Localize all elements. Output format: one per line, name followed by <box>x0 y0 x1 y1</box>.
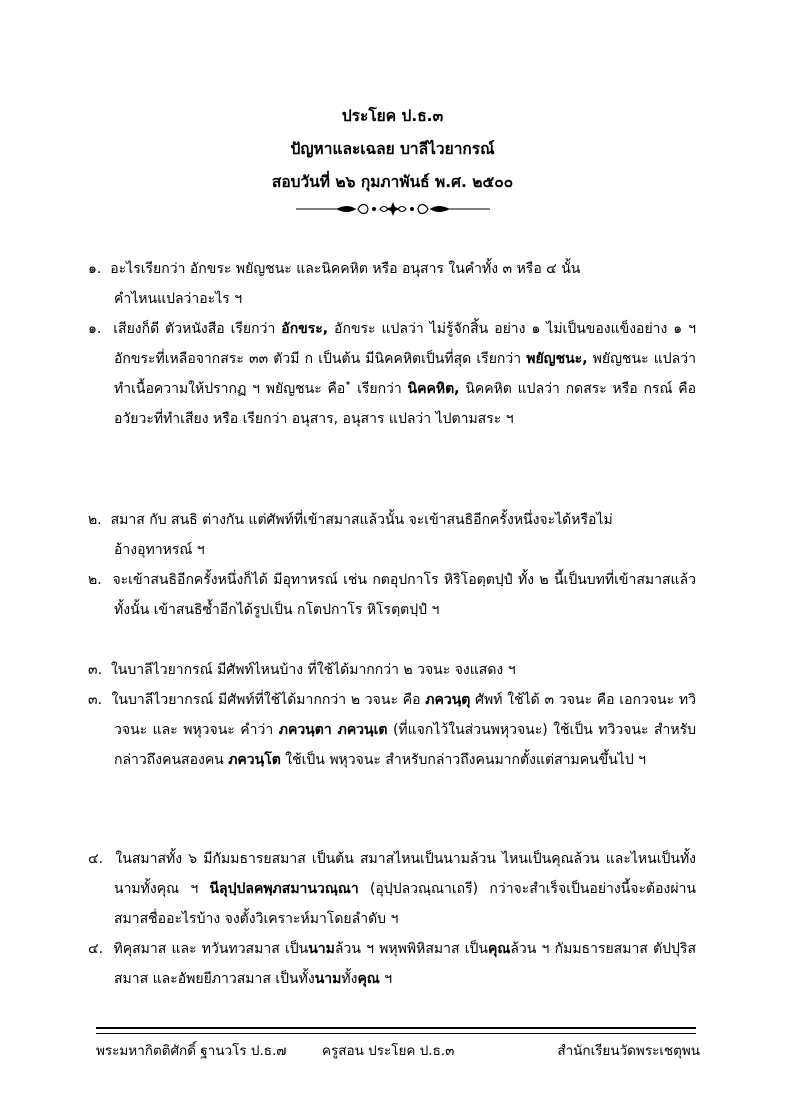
answer-2: ๒. จะเข้าสนธิอีกครั้งหนึ่งก็ได้ มีอุทาหรณ์ เช่น กตอุปกาโร หิริโอตฺตปฺปํ ทั้ง ๒ นี้เป็นบทที่เข้าสมาสแล้วทั้งนั้น เข้าสนธิซ้ำอีกได้รูปเป็น กโตปกาโร หิโรตฺตปฺปํ ฯ <box>88 572 696 618</box>
footer-role: ครูสอน ประโยค ป.ธ.๓ <box>322 1043 455 1059</box>
qa-block-4 <box>88 844 696 994</box>
answer-3: ๓. ในบาลีไวยากรณ์ มีศัพท์ที่ใช้ได้มากกว่า ๒ วจนะ คือ ภควนฺตุ ศัพท์ ใช้ได้ ๓ วจนะ คือ เอกวจนะ ทวิวจนะ และ พหุวจนะ คำว่า ภควนฺตา ภควนฺเต (ที่แจกไว้ในส่วนพหุวจนะ) ใช้เป็น ทวิวจนะ สำหรับกล่าวถึงคนสองคน ภควนฺโต ใช้เป็น พหุวจนะ สำหรับกล่าวถึงคนมากตั้งแต่สามคนขึ้นไป ฯ <box>88 692 696 768</box>
title-line-1: ประโยค ป.ธ.๓ <box>341 107 444 125</box>
document-header <box>0 100 785 199</box>
qa-block-1 <box>88 254 696 434</box>
question-4: ๔. ในสมาสทั้ง ๖ มีกัมมธารยสมาส เป็นต้น สมาสไหนเป็นนามล้วน ไหนเป็นคุณล้วน และไหนเป็นทั้งนามทั้งคุณ ฯ นีลุปฺปลคพฺภสมานวณฺณา (อุปฺปลวณฺณาเถรี) กว่าจะสำเร็จเป็นอย่างนี้จะต้องผ่านสมาสชื่ออะไรบ้าง จงตั้งวิเคราะห์มาโดยลำดับ ฯ <box>88 851 697 927</box>
question-2: ๒. สมาส กับ สนธิ ต่างกัน แต่ศัพท์ที่เข้าสมาสแล้วนั้น จะเข้าสนธิอีกครั้งหนึ่งจะได้หรือไม่ อ้างอุทาหรณ์ ฯ <box>88 512 613 558</box>
question-1: ๑. อะไรเรียกว่า อักขระ พยัญชนะ และนิคคหิต หรือ อนุสาร ในคำทั้ง ๓ หรือ ๔ นั้น คำไหนแปลว่าอะไร ฯ <box>88 261 581 307</box>
title-line-3: สอบวันที่ ๒๖ กุมภาพันธ์ พ.ศ. ๒๕๐๐ <box>271 173 514 191</box>
title-line-2: ปัญหาและเฉลย บาลีไวยากรณ์ <box>290 140 495 158</box>
question-3: ๓. ในบาลีไวยากรณ์ มีศัพท์ไหนบ้าง ที่ใช้ได้มากกว่า ๒ วจนะ จงแสดง ฯ <box>88 662 516 678</box>
answer-4: ๔. ทิคุสมาส และ ทวันทวสมาส เป็นนามล้วน ฯ พหุพพิหิสมาส เป็นคุณล้วน ฯ กัมมธารยสมาส ตัปปุริสสมาส และอัพยยีภาวสมาส เป็นทั้งนามทั้งคุณ ฯ <box>88 941 696 987</box>
footer-divider-thin <box>96 1033 696 1034</box>
footer-institution: สำนักเรียนวัดพระเชตุพน <box>557 1043 700 1059</box>
qa-block-3 <box>88 655 696 775</box>
ornament-divider-icon <box>296 199 490 219</box>
footer-divider-thick <box>96 1027 696 1029</box>
footer-author: พระมหากิตติศักดิ์ ฐานวโร ป.ธ.๗ <box>96 1043 287 1059</box>
qa-block-2 <box>88 505 696 625</box>
answer-1: ๑. เสียงก็ดี ตัวหนังสือ เรียกว่า อักขระ, อักขระ แปลว่า ไม่รู้จักสิ้น อย่าง ๑ ไม่เป็นของแข็งอย่าง ๑ ฯ อักขระที่เหลือจากสระ ๓๓ ตัวมี ก เป็นต้น มีนิคคหิตเป็นที่สุด เรียกว่า พยัญชนะ, พยัญชนะ แปลว่า ทำเนื้อความให้ปรากฏ ฯ พยัญชนะ คือ ํ เรียกว่า นิคคหิต, นิคคหิต แปลว่า กดสระ หรือ กรณ์ คือ อวัยวะที่ทำเสียง หรือ เรียกว่า อนุสาร, อนุสาร แปลว่า ไปตามสระ ฯ <box>88 321 696 427</box>
